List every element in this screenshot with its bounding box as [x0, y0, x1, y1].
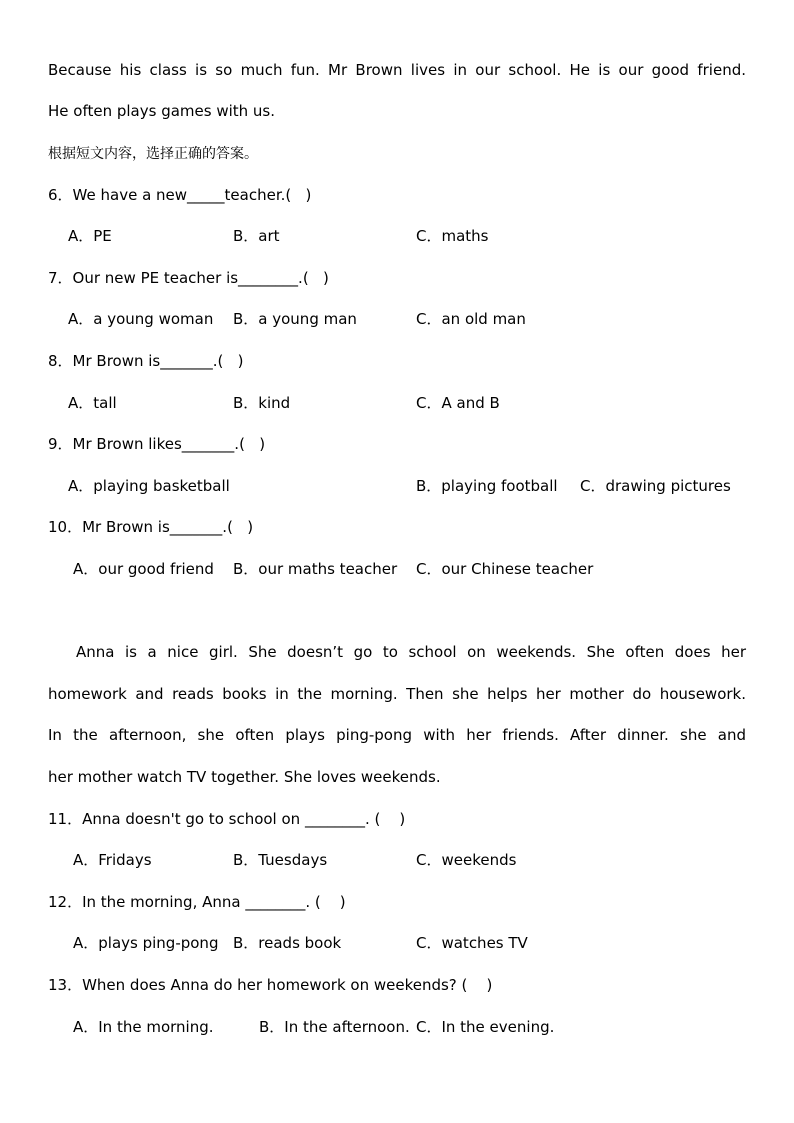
- question-13-option-a: A．In the morning.: [73, 1018, 214, 1036]
- question-6-option-b: B．art: [233, 227, 280, 245]
- question-7-option-c: C．an old man: [416, 310, 526, 328]
- question-9-option-c: C．drawing pictures: [580, 477, 731, 495]
- question-12-stem: 12．In the morning, Anna ________. ( ): [48, 893, 346, 911]
- question-7-option-a: A．a young woman: [68, 310, 214, 328]
- question-7-stem: 7．Our new PE teacher is________.( ): [48, 269, 329, 287]
- passage2-line4: her mother watch TV together. She loves weekends.: [48, 768, 441, 786]
- question-10-option-b: B．our maths teacher: [233, 560, 398, 578]
- question-10-stem: 10．Mr Brown is_______.( ): [48, 518, 254, 536]
- instruction: 根据短文内容，选择正确的答案。: [48, 146, 258, 162]
- question-6-option-c: C．maths: [416, 227, 489, 245]
- question-6-option-a: A．PE: [68, 227, 112, 245]
- question-12-option-b: B．reads book: [233, 934, 342, 952]
- question-13-option-c: C．In the evening.: [416, 1018, 555, 1036]
- question-13-option-b: B．In the afternoon.: [259, 1018, 410, 1036]
- question-12-option-a: A．plays ping-pong: [73, 934, 219, 952]
- question-7-option-b: B．a young man: [233, 310, 357, 328]
- question-9-option-a: A．playing basketball: [68, 477, 230, 495]
- question-10-option-a: A．our good friend: [73, 560, 214, 578]
- question-10-option-c: C．our Chinese teacher: [416, 560, 594, 578]
- question-11-stem: 11．Anna doesn't go to school on ________. ( ): [48, 810, 406, 828]
- question-8-option-a: A．tall: [68, 394, 117, 412]
- passage1-line2: He often plays games with us.: [48, 102, 276, 120]
- question-6-stem: 6．We have a new_____teacher.( ): [48, 186, 312, 204]
- question-8-stem: 8．Mr Brown is_______.( ): [48, 352, 244, 370]
- question-11-option-a: A．Fridays: [73, 851, 152, 869]
- passage2-line2: homework and reads books in the morning. Then she helps her mother do housework.: [48, 685, 746, 703]
- question-9-stem: 9．Mr Brown likes_______.( ): [48, 435, 266, 453]
- passage2-line1: Anna is a nice girl. She doesn’t go to school on weekends. She often does her: [76, 643, 746, 661]
- question-13-stem: 13．When does Anna do her homework on weekends? ( ): [48, 976, 493, 994]
- question-8-option-b: B．kind: [233, 394, 291, 412]
- passage2-line3: In the afternoon, she often plays ping-pong with her friends. After dinner. she and: [48, 726, 746, 744]
- passage1-line1: Because his class is so much fun. Mr Brown lives in our school. He is our good friend.: [48, 61, 746, 79]
- question-9-option-b: B．playing football: [416, 477, 558, 495]
- question-11-option-c: C．weekends: [416, 851, 517, 869]
- question-12-option-c: C．watches TV: [416, 934, 528, 952]
- question-8-option-c: C．A and B: [416, 394, 500, 412]
- question-11-option-b: B．Tuesdays: [233, 851, 328, 869]
